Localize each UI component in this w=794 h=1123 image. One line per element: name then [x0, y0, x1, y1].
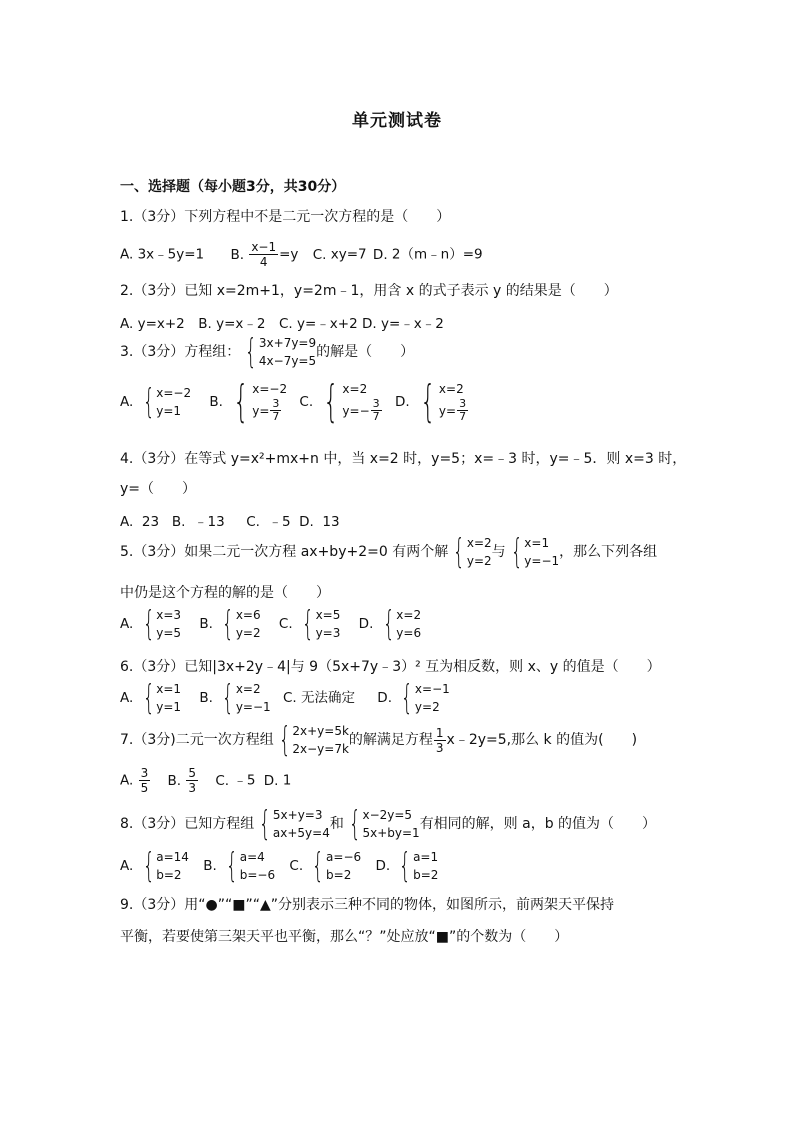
question-6-stem: 6.（3分）已知|3x+2y﹣4|与 9（5x+7y﹣3）² 互为相反数，则 x、y 的值是（ ） — [120, 659, 661, 675]
option-a: A. { x=−2 y=1 — [120, 381, 192, 422]
option-a: A. { x=3 y=5 — [120, 604, 182, 644]
question-7-options: A. $\frac{3}{5}$ B. $\frac{5}{3}$ C. ﹣5 D. 1 — [120, 766, 292, 795]
question-5-stem-cont: 中仍是这个方程的解的是（ ） — [120, 585, 330, 601]
option-a-fraction: $\frac{3}{5}$ — [140, 766, 149, 795]
option-c-label: C. — [282, 690, 297, 706]
option-b-label: B. — [230, 246, 245, 263]
option-d: 1 — [282, 772, 292, 789]
option-c: xy=7 — [330, 246, 367, 263]
option-c: C. { x=2 y=− $\frac{3}{7}$ — [299, 375, 380, 427]
question-4-stem-cont: y=（ ） — [120, 481, 197, 497]
question-8-options — [120, 848, 438, 884]
section-heading: 一、选择题（每小题3分，共30分） — [120, 179, 346, 195]
option-a: A. { x=1 y=1 — [120, 678, 182, 718]
option-a: 3x﹣5y=1 — [137, 246, 205, 263]
option-b: B. { a=4 b=−6 — [203, 846, 276, 886]
question-8-stem: 8.（3分）已知方程组 { 5x+y=3 ax+5y=4 和 { x−2y=5 5x+by=1 有相同的解，则 a，b 的值为（ ） — [120, 804, 657, 844]
question-6-options — [120, 680, 450, 716]
page-title: 单元测试卷 — [352, 111, 442, 131]
question-3-options — [120, 375, 469, 427]
option-c: C. { x=5 y=3 — [278, 604, 341, 644]
option-d-label: D. — [372, 246, 388, 263]
option-a-label: A. — [120, 246, 134, 263]
option-b-fraction: $\frac{5}{3}$ — [188, 766, 197, 795]
question-5-options — [120, 606, 421, 642]
option-b-fraction: $\frac{x-1}{4}$ — [251, 240, 277, 269]
question-3-stem: 3.（3分）方程组： { 3x+7y=9 4x−7y=5 的解是（ ） — [120, 332, 415, 372]
question-5-stem: 5.（3分）如果二元一次方程 ax+by+2=0 有两个解 { x=2 y=2 与 { x=1 y=−1 ，那么下列各组 — [120, 532, 658, 572]
option-b: B. { x=6 y=2 — [199, 604, 261, 644]
option-d: D. { x=−1 y=2 — [377, 678, 450, 718]
question-1-options — [120, 240, 483, 269]
question-2-options: A. y=x+2 B. y=x﹣2 C. y=﹣x+2 D. y=﹣x﹣2 — [120, 316, 444, 332]
option-b: B. { x=−2 y= $\frac{3}{7}$ — [209, 375, 288, 427]
question-4-options: A. 23 B. ﹣13 C. ﹣5 D. 13 — [120, 514, 340, 530]
option-d: D. { a=1 b=2 — [375, 846, 439, 886]
question-7-stem: 7.（3分)二元一次方程组 { 2x+y=5k 2x−y=7k 的解满足方程 $\frac{1}{3}$ x﹣2y=5,那么 k 的值为( ) — [120, 720, 638, 760]
option-b-tail: =y — [279, 246, 299, 263]
system-braces: { 3x+7y=9 4x−7y=5 — [245, 332, 317, 372]
option-c: C. { a=−6 b=2 — [289, 846, 362, 886]
option-c: ﹣5 — [233, 772, 256, 789]
question-1-stem: 1.（3分）下列方程中不是二元一次方程的是（ ） — [120, 209, 451, 225]
option-a: A. { a=14 b=2 — [120, 846, 189, 886]
option-d: 2（m﹣n）=9 — [391, 246, 483, 263]
question-9-stem-cont: 平衡，若要使第三架天平也平衡，那么“？”处应放“■”的个数为（ ） — [120, 929, 569, 945]
question-2-stem: 2.（3分）已知 x=2m+1，y=2m﹣1，用含 x 的式子表示 y 的结果是（ ） — [120, 283, 618, 299]
option-c-label: C. — [312, 246, 327, 263]
question-9-stem: 9.（3分）用“●”“■”“▲”分别表示三种不同的物体，如图所示，前两架天平保持 — [120, 897, 614, 913]
question-4-stem: 4.（3分）在等式 y=x²+mx+n 中，当 x=2 时，y=5；x=﹣3 时，y=﹣5．则 x=3 时， — [120, 451, 687, 467]
option-b: B. { x=2 y=−1 — [199, 678, 271, 718]
option-d: D. { x=2 y=6 — [358, 604, 422, 644]
option-d: D. { x=2 y= $\frac{3}{7}$ — [394, 375, 467, 427]
option-c: 无法确定 — [301, 690, 355, 706]
